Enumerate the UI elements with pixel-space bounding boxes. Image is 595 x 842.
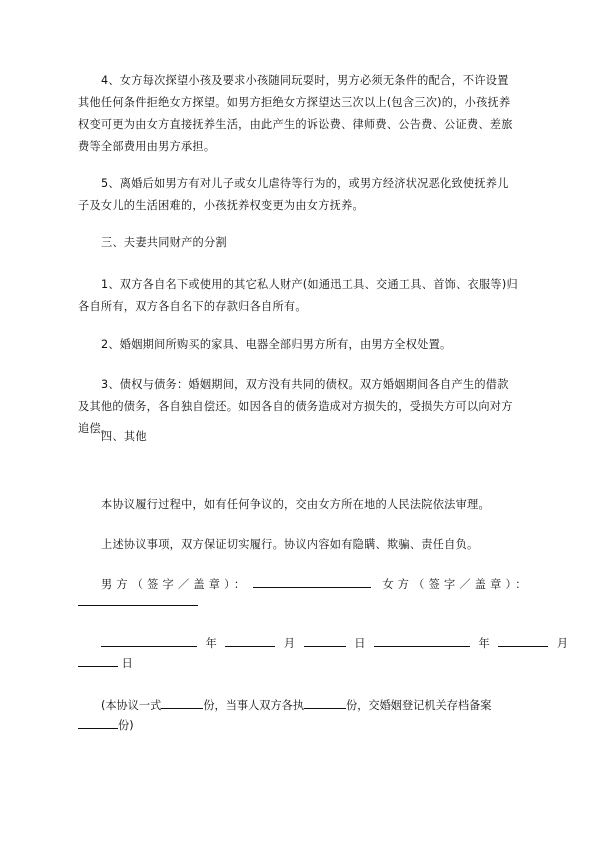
female-signature-row xyxy=(78,592,518,614)
male-day-label: 日 xyxy=(354,637,366,650)
female-signature-blank xyxy=(78,593,198,606)
male-signature-blank xyxy=(253,575,371,588)
female-day-blank xyxy=(78,654,118,667)
section-3-item-1: 1、双方各自名下或使用的其它私人财产(如通迅工具、交通工具、首饰、衣服等)归各自所有，双方各自名下的存款归各自所有。 xyxy=(78,278,518,313)
male-month-blank xyxy=(225,634,275,647)
copies-note-part-2: 份，当事人双方各执 xyxy=(203,699,305,712)
copies-note-part-1: (本协议一式 xyxy=(101,699,162,712)
section-4-item-1: 本协议履行过程中，如有任何争议的，交由女方所在地的人民法院依法审理。 xyxy=(101,498,490,511)
female-year-label: 年 xyxy=(478,637,490,650)
female-day-label: 日 xyxy=(121,657,133,670)
registry-copies-blank xyxy=(78,716,118,729)
total-copies-blank xyxy=(161,696,203,709)
clause-5: 5、离婚后如男方有对儿子或女儿虐待等行为的，或男方经济状况恶化致使抚养儿子及女儿的生活困难的，小孩抚养权变更为由女方抚养。 xyxy=(78,177,509,212)
female-year-blank xyxy=(374,634,470,647)
section-3-item-2: 2、婚姻期间所购买的家具、电器全部归男方所有，由男方全权处置。 xyxy=(101,338,452,351)
clause-4: 4、女方每次探望小孩及要求小孩随同玩耍时，男方必须无条件的配合，不许设置其他任何条件拒绝女方探望。如男方拒绝女方探望达三次以上(包含三次)的，小孩抚养权变可更为由女方直接抚养生活，由此产生的诉讼费、律师费、公告费、公证费、差旅费等全部费用由男方承担。 xyxy=(78,74,513,153)
male-month-label: 月 xyxy=(283,637,296,650)
date-row-2 xyxy=(78,653,518,675)
copies-note xyxy=(78,695,541,717)
female-month-label: 月 xyxy=(556,637,569,650)
section-4-item-2: 上述协议事项，双方保证切实履行。协议内容如有隐瞒、欺骗、责任自负。 xyxy=(101,538,479,551)
male-year-blank xyxy=(101,634,197,647)
section-4-heading: 四、其他 xyxy=(101,430,147,443)
male-day-blank xyxy=(304,634,346,647)
female-signature-label: 女方（签字／盖章）： xyxy=(382,578,531,591)
male-signature-label: 男方（签字／盖章）： xyxy=(101,578,250,591)
section-3-item-3: 3、债权与债务：婚姻期间，双方没有共同的债权。双方婚姻期间各自产生的借款及其他的债务，各自独自偿还。如因各自的债务造成对方损失的，受损失方可以向对方追偿。 xyxy=(78,378,513,435)
copies-note-part-4: 份) xyxy=(118,719,134,732)
copies-note-row-2 xyxy=(78,715,518,737)
male-year-label: 年 xyxy=(205,637,217,650)
female-month-blank xyxy=(498,634,548,647)
section-3-heading: 三、夫妻共同财产的分割 xyxy=(101,236,227,249)
each-party-copies-blank xyxy=(304,696,346,709)
copies-note-part-3: 份，交婚姻登记机关存档备案 xyxy=(346,699,492,712)
date-row xyxy=(78,633,569,655)
